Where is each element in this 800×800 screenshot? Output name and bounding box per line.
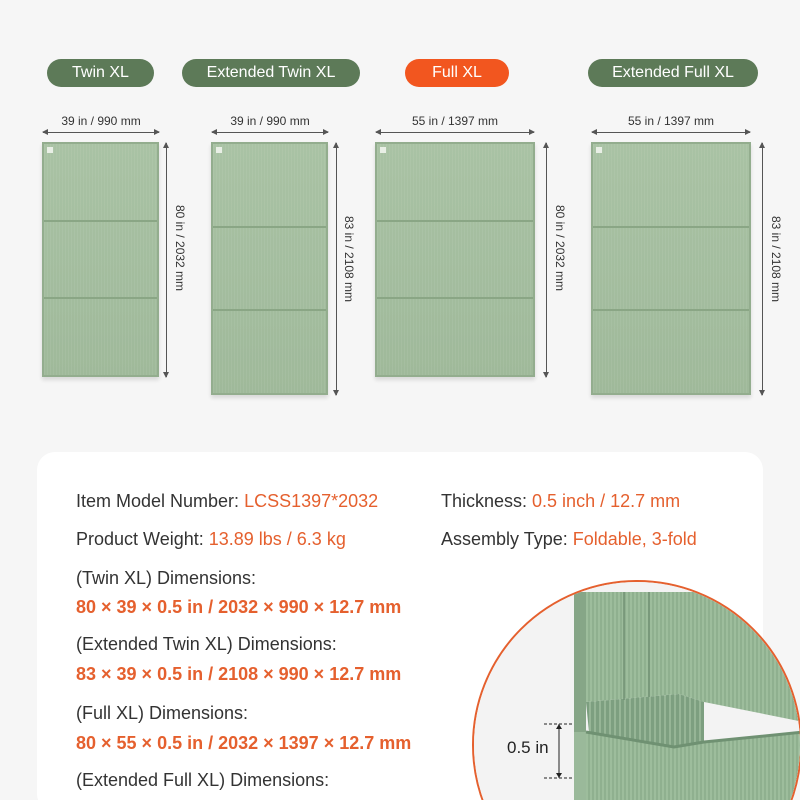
extended-full-xl-length-arrow [762,143,763,395]
model-number-spec [76,491,378,512]
weight-label: Product Weight: [76,529,209,549]
assembly-label: Assembly Type: [441,529,573,549]
mat-tag [216,147,222,153]
model-number-label: Item Model Number: [76,491,245,511]
mat-tag [596,147,602,153]
mat-panel [213,311,326,393]
closeup-circle [472,580,800,800]
mat-tag [380,147,386,153]
thickness-callout-label: 0.5 in [507,738,549,757]
extended-twin-xl-width-label: 39 in / 990 mm [230,114,310,128]
assembly-value: Foldable, 3-fold [572,529,697,549]
twin-xl-length-label: 80 in / 2032 mm [173,205,187,292]
mat-tag [47,147,53,153]
twin-xl-mat [42,142,159,377]
thickness-label: Thickness: [441,491,533,511]
thickness-spec [441,491,680,512]
extended-twin-xl-length-label: 83 in / 2108 mm [342,216,356,303]
size-pill-extended-full-xl: Extended Full XL [588,59,758,87]
twin-xl-width-arrow [43,132,159,133]
full-xl-dimensions-label: (Full XL) Dimensions: [76,703,249,723]
mat-panel [44,144,157,222]
mat-panel [377,299,533,375]
extended-twin-xl-width-arrow [212,132,328,133]
mat-edge-closeup-image [474,582,800,800]
weight-value: 13.89 lbs / 6.3 kg [208,529,346,549]
extended-twin-xl-dimensions-label: (Extended Twin XL) Dimensions: [76,634,337,654]
mat-panel [213,144,326,228]
extended-full-xl-mat [591,142,751,395]
weight-spec [76,529,346,550]
assembly-spec [441,529,697,550]
full-xl-length-arrow [546,143,547,377]
extended-full-xl-dimensions-label: (Extended Full XL) Dimensions: [76,770,330,790]
extended-full-xl-width-label: 55 in / 1397 mm [627,114,715,128]
extended-twin-xl-length-arrow [336,143,337,395]
twin-xl-width-label: 39 in / 990 mm [61,114,141,128]
twin-xl-length-arrow [166,143,167,377]
size-pill-twin-xl: Twin XL [47,59,154,87]
mat-panel [44,299,157,375]
full-xl-length-label: 80 in / 2032 mm [553,205,567,292]
model-number-value: LCSS1397*2032 [244,491,379,511]
full-xl-width-arrow [376,132,534,133]
full-xl-mat [375,142,535,377]
mat-panel [593,311,749,393]
thickness-value: 0.5 inch / 12.7 mm [532,491,681,511]
thickness-indicator-icon [544,720,574,800]
extended-twin-xl-dimensions-value: 83 × 39 × 0.5 in / 2108 × 990 × 12.7 mm [76,664,402,684]
full-xl-dimensions-value: 80 × 55 × 0.5 in / 2032 × 1397 × 12.7 mm [76,733,412,753]
mat-panel [377,222,533,300]
size-pill-full-xl: Full XL [405,59,509,87]
mat-panel [593,228,749,312]
twin-xl-dimensions-value: 80 × 39 × 0.5 in / 2032 × 990 × 12.7 mm [76,597,402,617]
mat-panel [377,144,533,222]
mat-panel [213,228,326,312]
extended-full-xl-width-arrow [592,132,750,133]
twin-xl-dimensions-label: (Twin XL) Dimensions: [76,568,257,588]
extended-full-xl-length-label: 83 in / 2108 mm [769,216,783,303]
mat-panel [44,222,157,300]
extended-twin-xl-mat [211,142,328,395]
mat-panel [593,144,749,228]
size-pill-extended-twin-xl: Extended Twin XL [182,59,360,87]
full-xl-width-label: 55 in / 1397 mm [411,114,499,128]
